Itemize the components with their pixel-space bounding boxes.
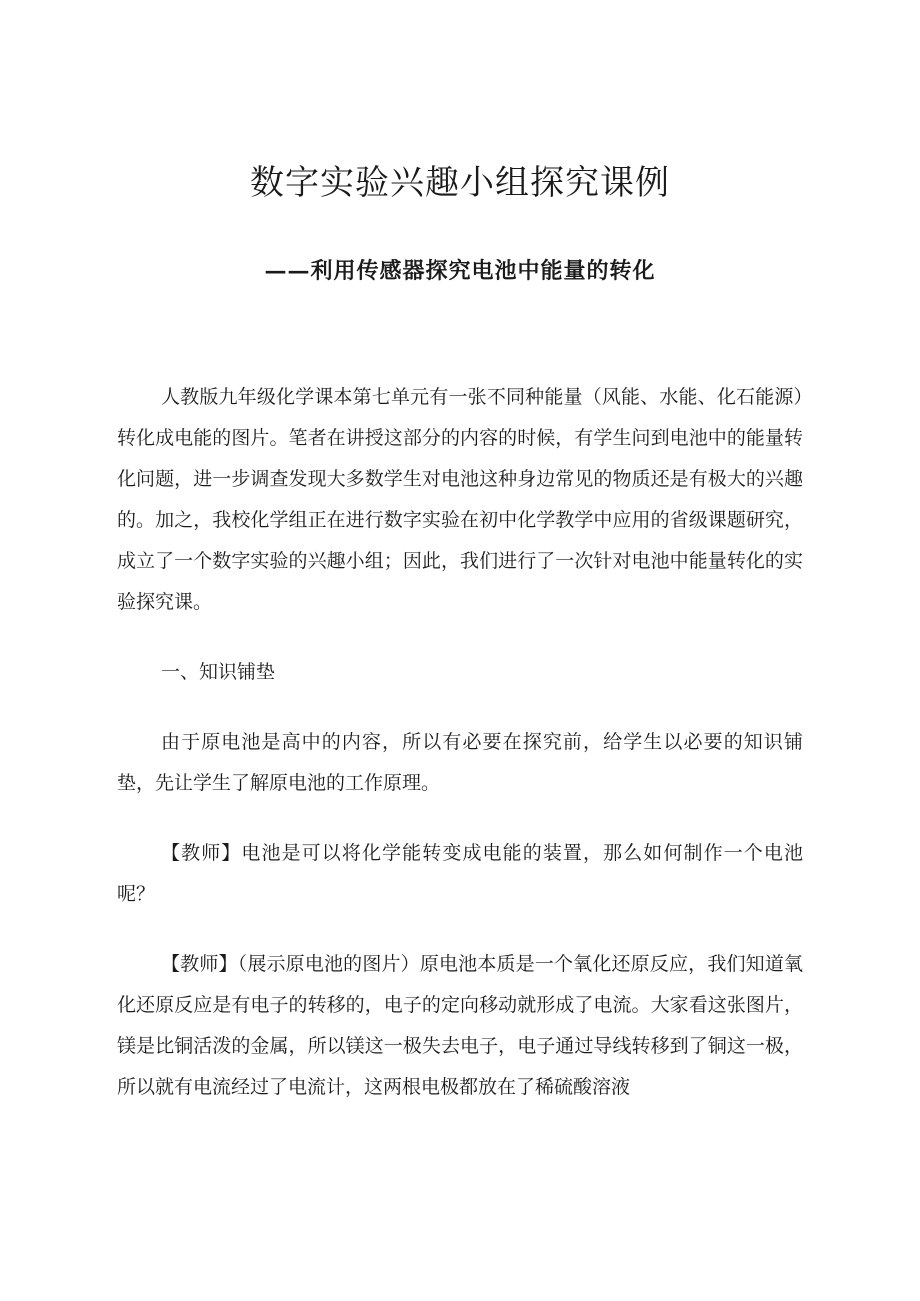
document-subtitle: ——利用传感器探究电池中能量的转化 <box>264 258 656 284</box>
intro-paragraph: 人教版九年级化学课本第七单元有一张不同种能量（风能、水能、化石能源）转化成电能的图片。笔者在讲授这部分的内容的时候，有学生问到电池中的能量转化问题，进一步调查发现大多数学生对电池这种身边常见的物质还是有极大的兴趣的。加之，我校化学组正在进行数字实验在初中化学教学中应用的省级课题研究，成立了一个数字实验的兴趣小组；因此，我们进行了一次针对电池中能量转化的实验探究课。 <box>117 386 803 613</box>
teacher-paragraph-2: 【教师】（展示原电池的图片）原电池本质是一个氧化还原反应，我们知道氧化还原反应是有电子的转移的，电子的定向移动就形成了电流。大家看这张图片，镁是比铜活泼的金属，所以镁这一极失去电子，电子通过导线转移到了铜这一极，所以就有电流经过了电流计，这两根电极都放在了稀硫酸溶液 <box>117 953 803 1098</box>
teacher-paragraph-1: 【教师】电池是可以将化学能转变成电能的装置，那么如何制作一个电池呢？ <box>117 842 803 905</box>
document-body <box>117 377 803 1108</box>
section-paragraph: 由于原电池是高中的内容，所以有必要在探究前，给学生以必要的知识铺垫，先让学生了解原电池的工作原理。 <box>117 731 803 794</box>
document-title: 数字实验兴趣小组探究课例 <box>250 163 670 203</box>
section-heading-knowledge: 一、知识铺垫 <box>161 661 276 683</box>
